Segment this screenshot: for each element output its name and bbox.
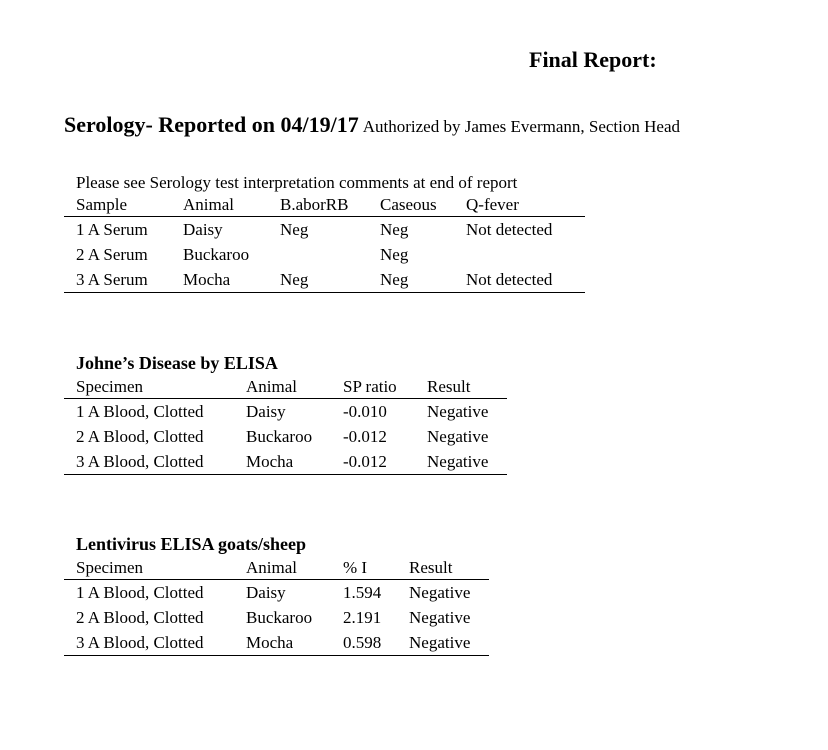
- column-header: Specimen: [76, 558, 144, 577]
- table-cell: Neg: [280, 220, 309, 239]
- table-cell: 2.191: [343, 608, 382, 627]
- table-row: [64, 424, 507, 449]
- table-cell: Negative: [427, 427, 489, 446]
- authorized-by: Authorized by James Evermann, Section Head: [362, 117, 680, 136]
- table-cell: 1 A Blood, Clotted: [76, 402, 204, 421]
- johnes-table: [64, 376, 507, 475]
- table-cell: Not detected: [466, 220, 553, 239]
- table-cell: Neg: [380, 245, 409, 264]
- column-header: SP ratio: [343, 377, 397, 396]
- table-row: [64, 217, 585, 243]
- table-row: [64, 267, 585, 293]
- column-header: Animal: [246, 558, 297, 577]
- table-cell: 1 A Serum: [76, 220, 148, 239]
- column-header: Caseous: [380, 195, 437, 214]
- table-cell: 0.598: [343, 633, 382, 652]
- johnes-title: Johne’s Disease by ELISA: [76, 353, 278, 373]
- table-cell: 3 A Serum: [76, 270, 148, 289]
- table-cell: -0.012: [343, 452, 387, 471]
- table-cell: 1.594: [343, 583, 382, 602]
- table-cell: Daisy: [246, 402, 286, 421]
- column-header: B.aborRB: [280, 195, 349, 214]
- table-cell: 3 A Blood, Clotted: [76, 452, 204, 471]
- table-cell: Neg: [380, 220, 409, 239]
- column-header: Sample: [76, 195, 127, 214]
- column-header: Result: [409, 558, 453, 577]
- table-cell: -0.012: [343, 427, 387, 446]
- table-cell: Neg: [280, 270, 309, 289]
- column-header: Animal: [246, 377, 297, 396]
- table-row: [64, 630, 489, 656]
- table-cell: Negative: [427, 452, 489, 471]
- table-row: [64, 605, 489, 630]
- johnes-section: [64, 352, 507, 475]
- table-cell: Daisy: [246, 583, 286, 602]
- table-cell: Daisy: [183, 220, 223, 239]
- table-cell: Buckaroo: [183, 245, 250, 264]
- lentivirus-section: [64, 533, 489, 656]
- lentivirus-title: Lentivirus ELISA goats/sheep: [76, 534, 307, 554]
- column-header: Specimen: [76, 377, 144, 396]
- column-header: Q-fever: [466, 195, 519, 214]
- column-header: Result: [427, 377, 471, 396]
- table-header-row: [64, 557, 489, 580]
- serology-table: [64, 194, 585, 293]
- table-cell: Buckaroo: [246, 427, 313, 446]
- table-cell: -0.010: [343, 402, 387, 421]
- table-cell: Negative: [427, 402, 489, 421]
- column-header: % I: [343, 558, 368, 577]
- column-header: Animal: [183, 195, 234, 214]
- serology-report-date: Serology- Reported on 04/19/17: [64, 112, 359, 137]
- table-cell: 2 A Blood, Clotted: [76, 427, 204, 446]
- table-cell: Mocha: [246, 452, 294, 471]
- table-cell: Negative: [409, 633, 471, 652]
- table-cell: [466, 242, 585, 267]
- table-cell: Mocha: [183, 270, 231, 289]
- serology-section: [64, 172, 585, 293]
- table-cell: Negative: [409, 583, 471, 602]
- table-cell: Mocha: [246, 633, 294, 652]
- table-row: [64, 449, 507, 475]
- serology-heading: [64, 111, 680, 142]
- table-cell: Negative: [409, 608, 471, 627]
- serology-note: Please see Serology test interpretation comments at end of report: [76, 173, 518, 192]
- table-header-row: [64, 376, 507, 399]
- table-cell: Buckaroo: [246, 608, 313, 627]
- table-cell: 2 A Blood, Clotted: [76, 608, 204, 627]
- lentivirus-table: [64, 557, 489, 656]
- table-cell: Not detected: [466, 270, 553, 289]
- table-row: [64, 580, 489, 606]
- table-cell: [280, 242, 380, 267]
- table-cell: 2 A Serum: [76, 245, 148, 264]
- table-row: [64, 242, 585, 267]
- final-report-title: Final Report:: [529, 47, 657, 72]
- table-cell: Neg: [380, 270, 409, 289]
- table-cell: 1 A Blood, Clotted: [76, 583, 204, 602]
- table-header-row: [64, 194, 585, 217]
- table-cell: 3 A Blood, Clotted: [76, 633, 204, 652]
- table-row: [64, 399, 507, 425]
